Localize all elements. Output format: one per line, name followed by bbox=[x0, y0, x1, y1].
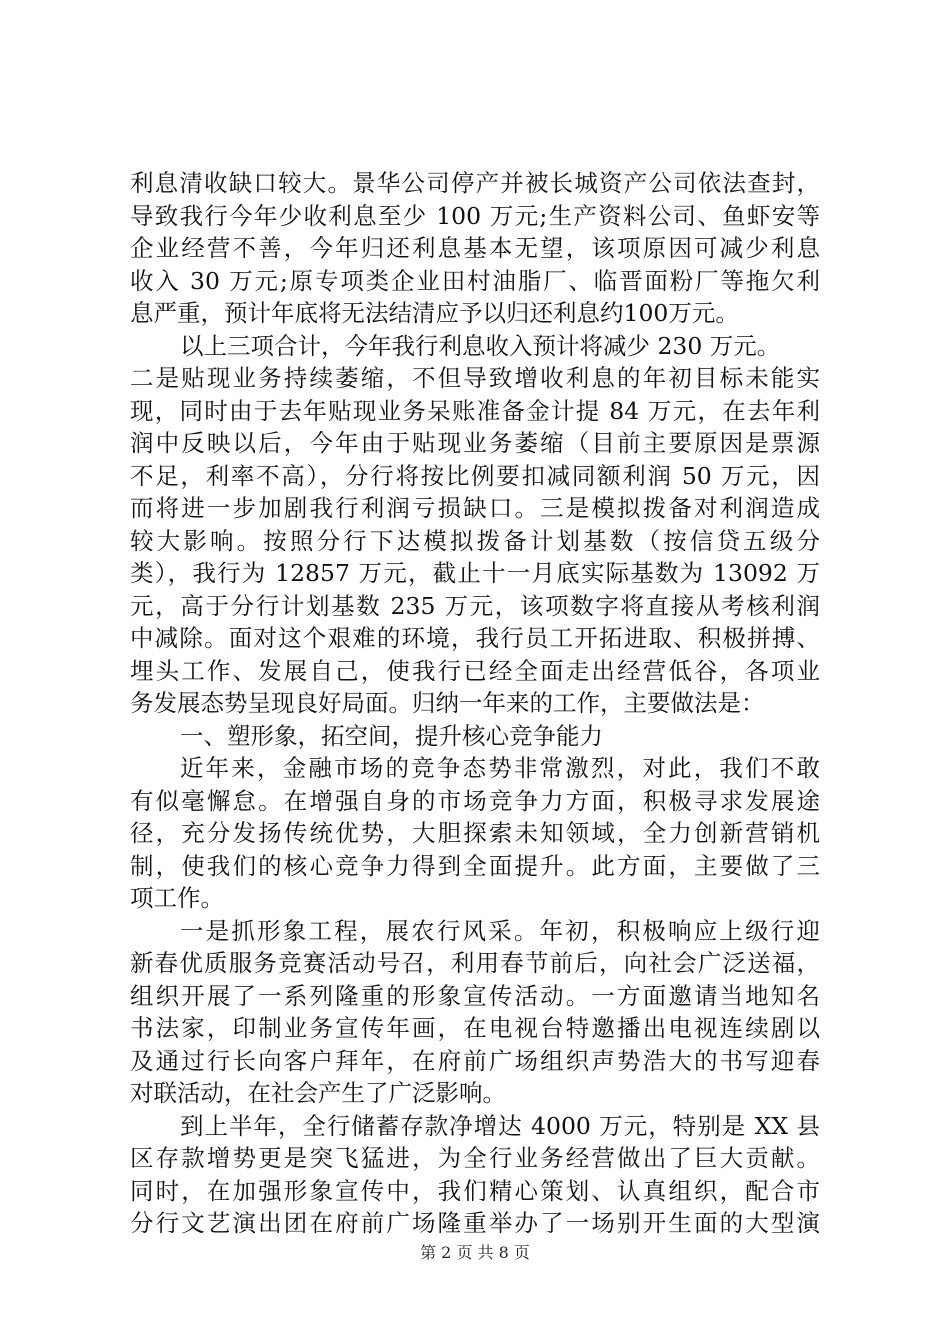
text-line: 以上三项合计，今年我行利息收入预计将减少 230 万元。 bbox=[180, 331, 781, 360]
text-line: 而将进一步加剧我行利润亏损缺口。三是模拟拨备对利润造成 bbox=[130, 494, 820, 522]
text-line: 近年来，金融市场的竞争态势非常激烈，对此，我们不敢 bbox=[180, 754, 820, 782]
text-line: 同时，在加强形象宣传中，我们精心策划、认真组织，配合市 bbox=[130, 1176, 820, 1205]
text-line: 制，使我们的核心竞争力得到全面提升。此方面，主要做了三 bbox=[130, 851, 820, 880]
text-line: 导致我行今年少收利息至少 100 万元;生产资料公司、鱼虾安等 bbox=[130, 201, 820, 230]
text-line: 有似毫懈怠。在增强自身的市场竞争力方面，积极寻求发展途 bbox=[130, 786, 820, 815]
text-line: 埋头工作、发展自己，使我行已经全面走出经营低谷，各项业 bbox=[130, 656, 820, 685]
section-heading: 一、塑形象，拓空间，提升核心竞争能力 bbox=[180, 721, 603, 750]
text-line: 组织开展了一系列隆重的形象宣传活动。一方面邀请当地知名 bbox=[130, 981, 820, 1010]
text-line: 利息清收缺口较大。景华公司停产并被长城资产公司依法查封， bbox=[130, 169, 820, 197]
text-line: 分行文艺演出团在府前广场隆重举办了一场别开生面的大型演 bbox=[130, 1209, 820, 1237]
page-number-footer: 第 2 页 共 8 页 bbox=[420, 1243, 530, 1262]
text-line: 到上半年，全行储蓄存款净增达 4000 万元，特别是 XX 县 bbox=[180, 1111, 820, 1140]
text-line: 收入 30 万元;原专项类企业田村油脂厂、临晋面粉厂等拖欠利 bbox=[130, 266, 820, 295]
text-line: 二是贴现业务持续萎缩，不但导致增收利息的年初目标未能实 bbox=[130, 364, 820, 392]
text-line: 息严重，预计年底将无法结清应予以归还利息约100万元。 bbox=[130, 299, 739, 327]
text-line: 对联活动，在社会产生了广泛影响。 bbox=[130, 1079, 506, 1107]
text-line: 元，高于分行计划基数 235 万元，该项数字将直接从考核利润 bbox=[130, 591, 820, 620]
text-line: 现，同时由于去年贴现业务呆账准备金计提 84 万元，在去年利 bbox=[130, 396, 820, 425]
text-line: 企业经营不善，今年归还利息基本无望，该项原因可减少利息 bbox=[130, 234, 820, 262]
text-line: 及通过行长向客户拜年，在府前广场组织声势浩大的书写迎春 bbox=[130, 1046, 820, 1075]
text-line: 较大影响。按照分行下达模拟拨备计划基数（按信贷五级分 bbox=[130, 526, 820, 555]
text-line: 中减除。面对这个艰难的环境，我行员工开拓进取、积极拼搏、 bbox=[130, 624, 820, 652]
text-line: 不足，利率不高），分行将按比例要扣减同额利润 50 万元，因 bbox=[130, 461, 820, 490]
text-line: 润中反映以后，今年由于贴现业务萎缩（目前主要原因是票源 bbox=[130, 429, 820, 457]
text-line: 务发展态势呈现良好局面。归纳一年来的工作，主要做法是： bbox=[130, 689, 765, 717]
text-line: 项工作。 bbox=[130, 884, 224, 912]
text-line: 类），我行为 12857 万元，截止十一月底实际基数为 13092 万 bbox=[130, 559, 820, 587]
body-text bbox=[130, 167, 820, 1240]
text-line: 书法家，印制业务宣传年画，在电视台特邀播出电视连续剧以 bbox=[130, 1014, 820, 1042]
text-line: 区存款增势更是突飞猛进，为全行业务经营做出了巨大贡献。 bbox=[130, 1144, 820, 1172]
text-line: 新春优质服务竞赛活动号召，利用春节前后，向社会广泛送福， bbox=[130, 949, 820, 977]
text-line: 一是抓形象工程，展农行风采。年初，积极响应上级行迎 bbox=[180, 916, 820, 945]
text-line: 径，充分发扬传统优势，大胆探索未知领域，全力创新营销机 bbox=[130, 819, 820, 847]
